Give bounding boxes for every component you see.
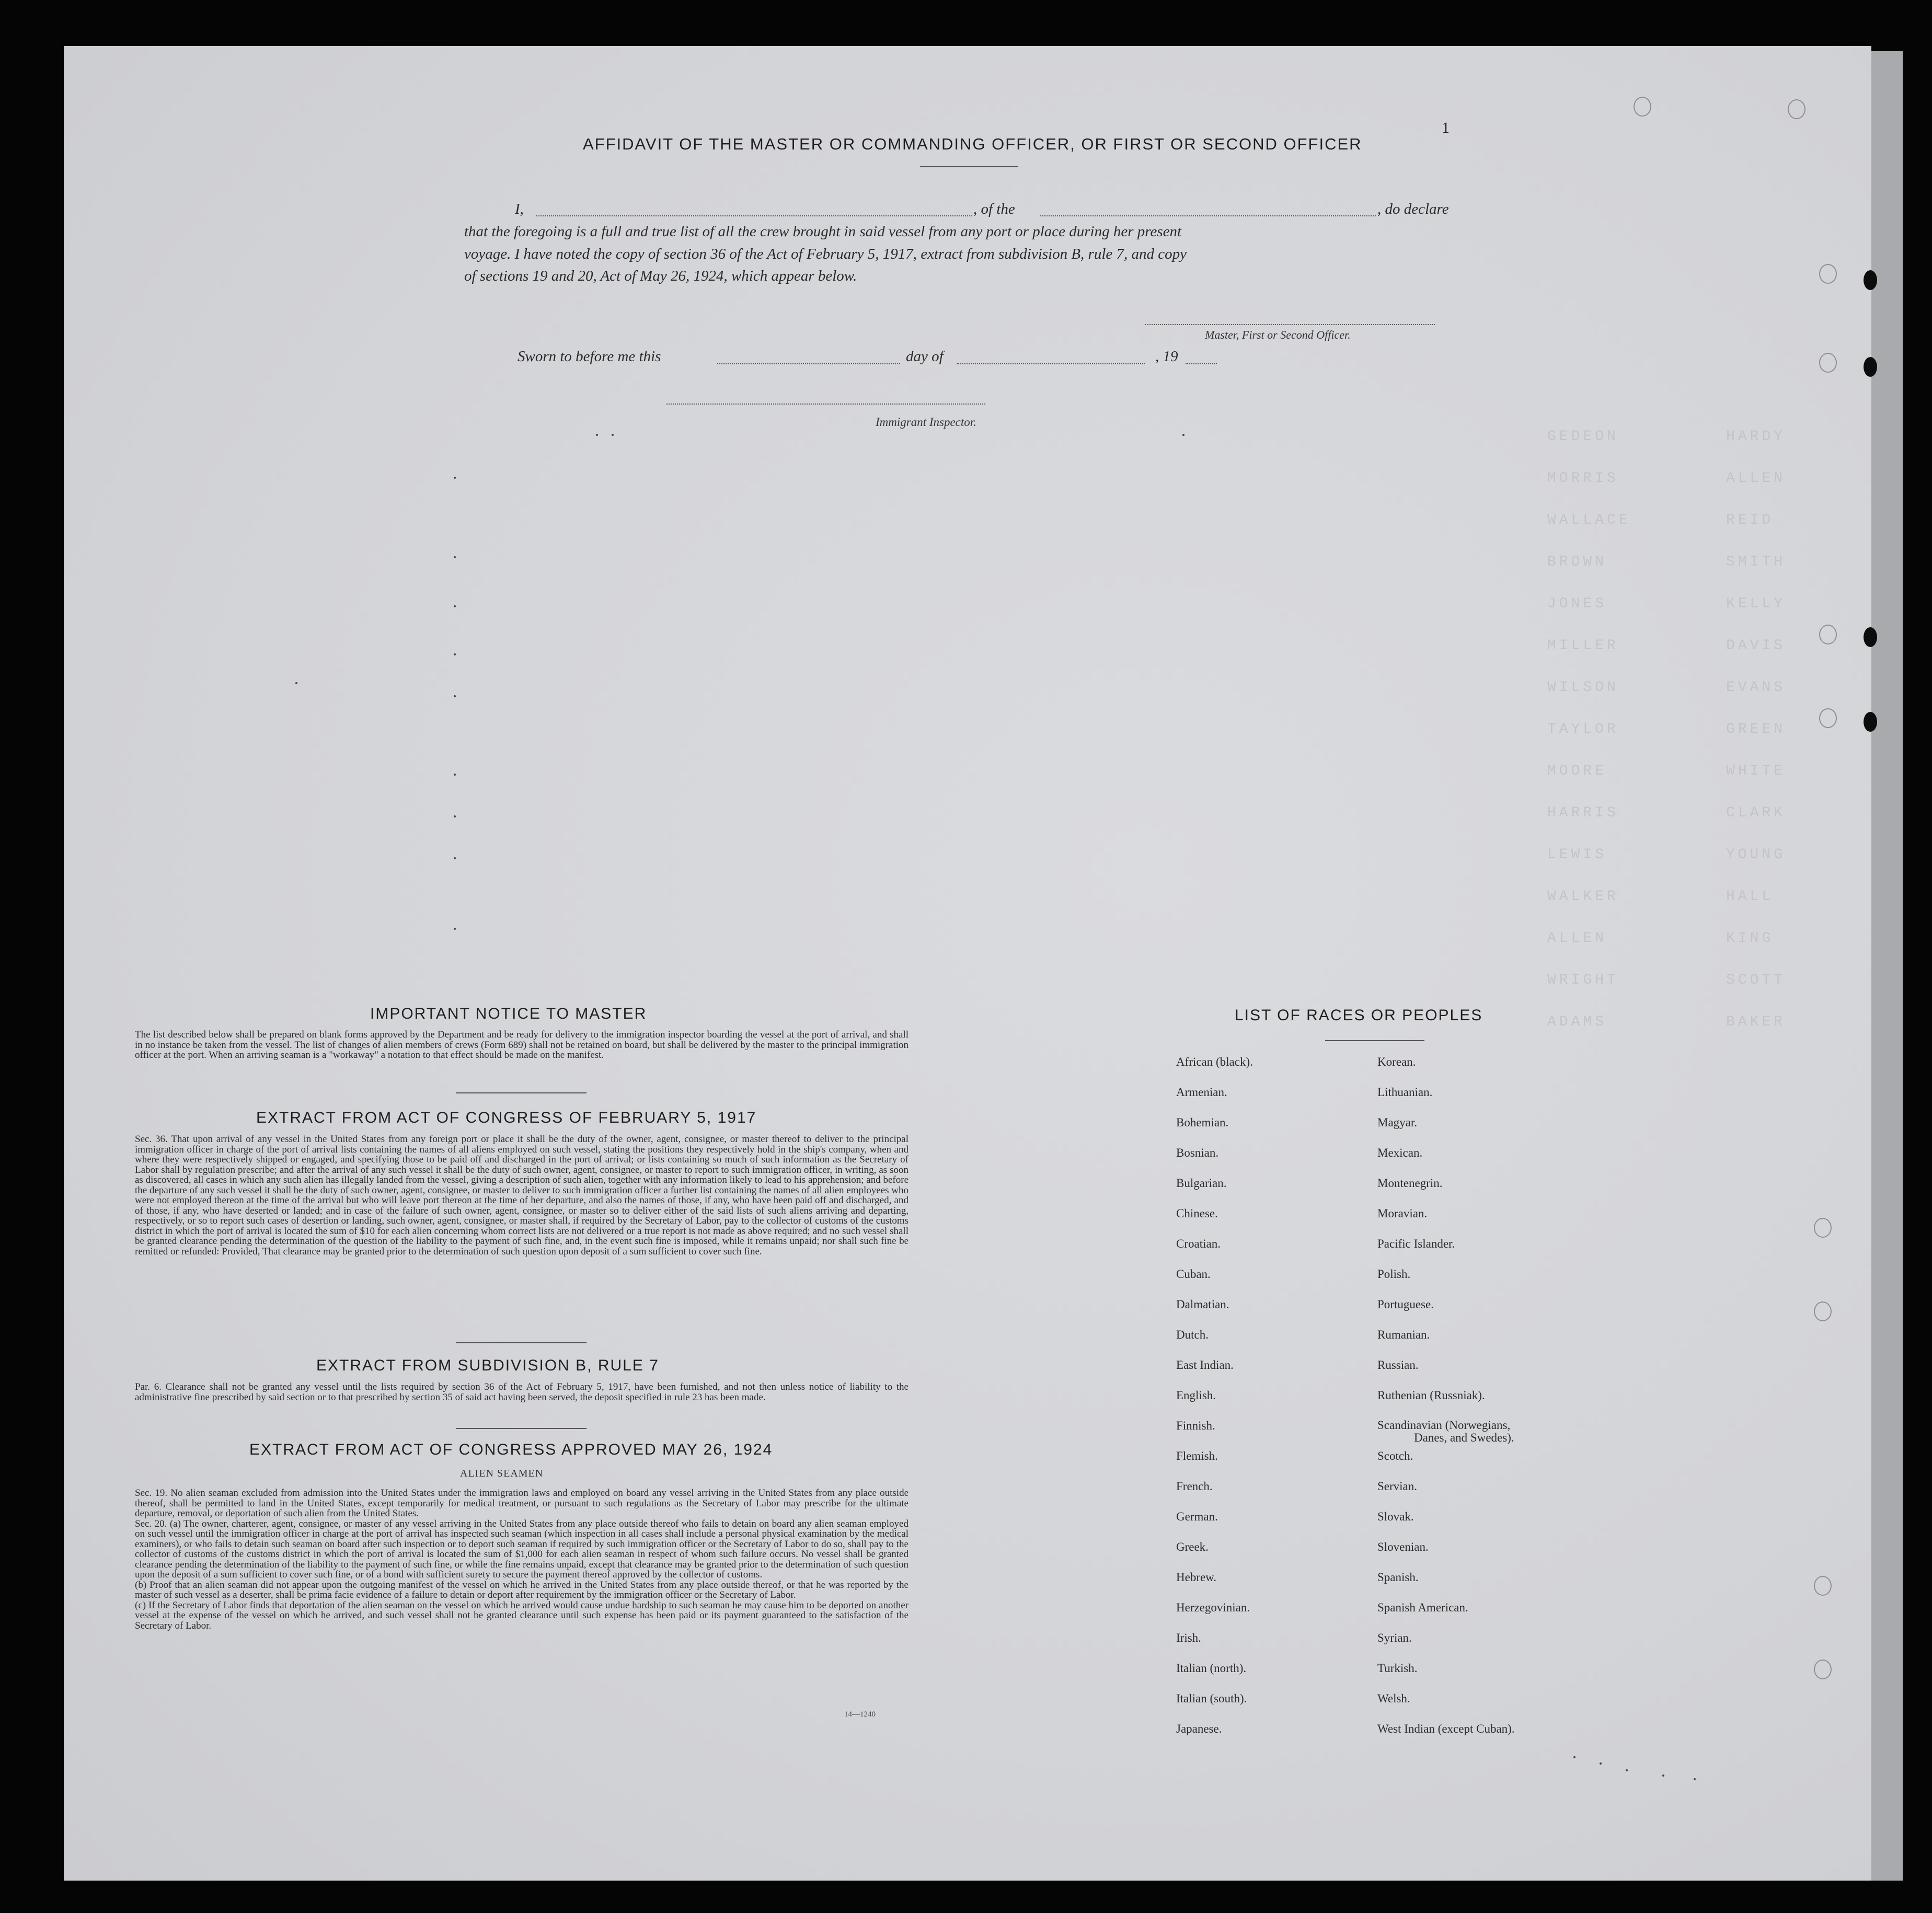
race-item: African (black). <box>1176 1055 1253 1068</box>
form-number: 14—1240 <box>844 1710 876 1719</box>
races-title: LIST OF RACES OR PEOPLES <box>1235 1007 1483 1024</box>
race-item: Flemish. <box>1176 1449 1218 1462</box>
race-item: English. <box>1176 1389 1216 1402</box>
race-item: Servian. <box>1377 1480 1418 1493</box>
name-blank <box>536 215 972 216</box>
race-item: Croatian. <box>1176 1237 1221 1250</box>
punch-hole-icon <box>1814 1660 1832 1679</box>
inspector-signature-line <box>666 404 985 405</box>
sec-19-text: Sec. 19. No alien seaman excluded from admission into the United States under the immigration laws and employed on board any vessel arriving in the United States from any place outside thereof, shall be permitted to land in the United States, except temporarily for medical treatment, or pursuant to such regulations as the Secretary of Labor may prescribe for the ultimate departure, removal, or deportation of such alien from the United States. <box>135 1488 908 1519</box>
race-item: Slovenian. <box>1377 1540 1429 1553</box>
race-item: Polish. <box>1377 1267 1411 1281</box>
race-item: Dalmatian. <box>1176 1298 1229 1311</box>
extract-rule7-title: EXTRACT FROM SUBDIVISION B, RULE 7 <box>316 1357 659 1374</box>
sec-20c-text: (c) If the Secretary of Labor finds that deportation of the alien seaman on the vessel on which he arrived would cause undue hardship to such seaman he may cause him to be deported on another vessel at the expense of the vessel on which he arrived, and such vessel shall not be granted clearance until such expense has been paid or its payment guaranteed to the satisfaction of the Secretary of Labor. <box>135 1599 908 1631</box>
notice-title: IMPORTANT NOTICE TO MASTER <box>370 1005 647 1022</box>
race-item: Turkish. <box>1377 1662 1418 1675</box>
race-item: Japanese. <box>1176 1722 1222 1735</box>
affidavit-declare: , do declare <box>1377 201 1449 217</box>
race-item: Scotch. <box>1377 1449 1413 1462</box>
race-item: Syrian. <box>1377 1631 1412 1644</box>
sworn-month-blank <box>957 363 1145 364</box>
punch-hole-icon <box>1864 627 1877 647</box>
race-item: French. <box>1176 1480 1213 1493</box>
race-item: Spanish. <box>1377 1571 1419 1584</box>
race-item: Finnish. <box>1176 1419 1215 1432</box>
race-item: Chinese. <box>1176 1207 1218 1220</box>
extract-1917-title: EXTRACT FROM ACT OF CONGRESS OF FEBRUARY 5, 1917 <box>256 1109 757 1126</box>
affidavit-title: AFFIDAVIT OF THE MASTER OR COMMANDING OFFICER, OR FIRST OR SECOND OFFICER <box>583 135 1362 153</box>
extract-rule7-rule <box>456 1428 586 1429</box>
race-item: Bosnian. <box>1176 1146 1219 1159</box>
race-item: Montenegrin. <box>1377 1177 1443 1190</box>
sec-20a-text: Sec. 20. (a) The owner, charterer, agent, consignee, or master of any vessel arriving in the United States from any place outside thereof who fails to detain on board any alien seaman employed on such vessel until the immigration officer in charge at the port of arrival has inspected such seaman (which inspection in all cases shall include a personal physical examination by the medical examiners), or who fails to detain such seaman on board after such inspection or to deport such seaman if required by such immigration officer or the Secretary of Labor to do so, shall pay to the collector of customs of the customs district in which the port of arrival is located the sum of $1,000 for each alien seaman in respect of whom such failure occurs. No vessel shall be granted clearance pending the determination of the liability to the payment of such fine, or while the fine remains unpaid, except that clearance may be granted prior to the determination of such question upon the deposit of a sum sufficient to cover such fine, or of a bond with sufficient surety to secure the payment thereof approved by the collector of customs. <box>135 1518 908 1580</box>
race-item: Scandinavian (Norwegians, Danes, and Swedes). <box>1377 1419 1514 1444</box>
punch-hole-icon <box>1864 712 1877 732</box>
master-signature-line <box>1145 324 1435 325</box>
race-item: Italian (north). <box>1176 1662 1247 1675</box>
punch-hole-icon <box>1864 270 1877 290</box>
punch-hole-icon <box>1819 625 1837 644</box>
race-item: Moravian. <box>1377 1207 1428 1220</box>
race-item-continuation: Danes, and Swedes). <box>1414 1431 1514 1444</box>
race-item: Mexican. <box>1377 1146 1423 1159</box>
race-item: Slovak. <box>1377 1510 1414 1523</box>
punch-hole-icon <box>1634 97 1651 117</box>
punch-hole-icon <box>1819 264 1837 284</box>
extract-1924-text <box>135 1488 908 1631</box>
race-item: Magyar. <box>1377 1116 1418 1129</box>
race-item: Cuban. <box>1176 1267 1211 1281</box>
race-item: East Indian. <box>1176 1358 1234 1372</box>
race-item: Bohemian. <box>1176 1116 1229 1129</box>
affidavit-of-the: , of the <box>973 201 1015 217</box>
race-item: Korean. <box>1377 1055 1416 1068</box>
race-item: Dutch. <box>1176 1328 1209 1341</box>
races-left-column <box>1176 1055 1253 1753</box>
race-item: Spanish American. <box>1377 1601 1468 1614</box>
affidavit-body-2: that the foregoing is a full and true list of all the crew brought in said vessel from any port or place during her present <box>464 223 1182 240</box>
punch-hole-icon <box>1819 353 1837 373</box>
inspector-label: Immigrant Inspector. <box>876 416 976 429</box>
race-item: Greek. <box>1176 1540 1209 1553</box>
race-item: Irish. <box>1176 1631 1201 1644</box>
punch-hole-icon <box>1819 708 1837 728</box>
race-item: Italian (south). <box>1176 1692 1247 1705</box>
races-rule <box>1325 1040 1424 1041</box>
year-blank <box>1186 363 1217 364</box>
race-item: West Indian (except Cuban). <box>1377 1722 1515 1735</box>
punch-hole-icon <box>1814 1218 1832 1238</box>
race-item: Russian. <box>1377 1358 1419 1372</box>
race-item: Rumanian. <box>1377 1328 1430 1341</box>
race-item: Bulgarian. <box>1176 1177 1227 1190</box>
affidavit-body-3: voyage. I have noted the copy of section 36 of the Act of February 5, 1917, extract from subdivision B, rule 7, and copy <box>464 246 1187 262</box>
punch-hole-icon <box>1814 1301 1832 1321</box>
master-signature-label: Master, First or Second Officer. <box>1205 328 1351 341</box>
sworn-day-blank <box>717 363 900 364</box>
punch-hole-icon <box>1864 357 1877 377</box>
race-item: German. <box>1176 1510 1218 1523</box>
races-right-column <box>1377 1055 1515 1753</box>
race-item: Armenian. <box>1176 1086 1227 1099</box>
title-rule <box>920 166 1018 167</box>
affidavit-i: I, <box>515 201 524 217</box>
extract-1924-title: EXTRACT FROM ACT OF CONGRESS APPROVED MAY 26, 1924 <box>249 1441 773 1458</box>
extract-1917-rule <box>456 1342 586 1343</box>
race-item: Pacific Islander. <box>1377 1237 1455 1250</box>
race-item: Herzegovinian. <box>1176 1601 1250 1614</box>
race-item: Portuguese. <box>1377 1298 1434 1311</box>
race-item: Hebrew. <box>1176 1571 1217 1584</box>
affidavit-body-4: of sections 19 and 20, Act of May 26, 1924, which appear below. <box>464 268 857 284</box>
race-item: Lithuanian. <box>1377 1086 1433 1099</box>
race-item: Welsh. <box>1377 1692 1410 1705</box>
year-prefix: , 19 <box>1155 348 1178 365</box>
alien-seamen-subtitle: ALIEN SEAMEN <box>460 1468 544 1479</box>
extract-1917-text: Sec. 36. That upon arrival of any vessel in the United States from any foreign port or place it shall be the duty of the owner, agent, consignee, or master thereof to deliver to the principal immigration officer in charge of the port of arrival lists containing the names of all aliens employed on such vessel, stating the positions they respectively hold in the ship's company, when and where they were respectively shipped or engaged, and specifying those to be paid off and discharged in the port of arrival; or lists containing so much of such information as the Secretary of Labor shall by regulation prescribe; and after the arrival of any such vessel it shall be the duty of such owner, agent, consignee, or master to report to such immigration officer, in writing, as soon as discovered, all cases in which any such alien has illegally landed from the vessel, giving a description of such alien, together with any information likely to lead to his apprehension; and before the departure of any such vessel it shall be the duty of such owner, agent, consignee, or master to deliver to such immigration officer a further list containing the names of all alien employees who were not employed thereon at the time of the arrival but who will leave port thereon at the time of her departure, and also the names of those, if any, who have been paid off and discharged, and of those, if any, who have deserted or landed; and in case of the failure of such owner, agent, consignee, or master so to deliver either of the said lists of such aliens arriving and departing, respectively, or so to report such cases of desertion or landing, such owner, agent, consignee, or master shall, if required by the Secretary of Labor, pay to the collector of customs of the customs district in which the port of arrival is located the sum of $10 for each alien concerning whom correct lists are not delivered or a true report is not made as above required; and no such vessel shall be granted clearance pending the determination of the question of the liability to the payment of such fine, and, in the event such fine is imposed, while it remains unpaid; nor shall such fine be remitted or refunded: Provided, That clearance may be granted prior to the determination of such question upon deposit of a sum sufficient to cover such fine. <box>135 1134 908 1257</box>
extract-rule7-text: Par. 6. Clearance shall not be granted any vessel until the lists required by section 36 of the Act of February 5, 1917, have been furnished, and not then unless notice of liability to the administrative fine prescribed by said section or to that prescribed by section 35 of said act having been served, the deposit specified in rule 23 has been made. <box>135 1381 908 1403</box>
day-of: day of <box>906 348 944 365</box>
sheet-edge <box>1871 51 1903 1881</box>
punch-hole-icon <box>1814 1576 1832 1596</box>
sec-20b-text: (b) Proof that an alien seaman did not appear upon the outgoing manifest of the vessel on which he arrived in the United States from any place outside thereof, or that he was reported by the master of such vessel as a deserter, shall be prima facie evidence of a failure to detain or deport after requirement by the immigration officer or the Secretary of Labor. <box>135 1579 908 1600</box>
vessel-blank <box>1040 215 1376 216</box>
notice-text: The list described below shall be prepared on blank forms approved by the Department and be ready for delivery to the immigration inspector boarding the vessel at the port of arrival, and shall in no instance be taken from the vessel. The list of changes of alien members of crews (Form 689) shall not be retained on board, but shall be delivered by the master to the principal immigration officer at the port. When an arriving seaman is a "workaway" a notation to that effect should be made on the manifest. <box>135 1029 908 1061</box>
notice-rule <box>456 1092 586 1093</box>
page-mark: 1 <box>1442 119 1450 136</box>
punch-hole-icon <box>1788 99 1806 119</box>
sworn-text: Sworn to before me this <box>518 348 661 365</box>
race-item: Ruthenian (Russniak). <box>1377 1389 1485 1402</box>
